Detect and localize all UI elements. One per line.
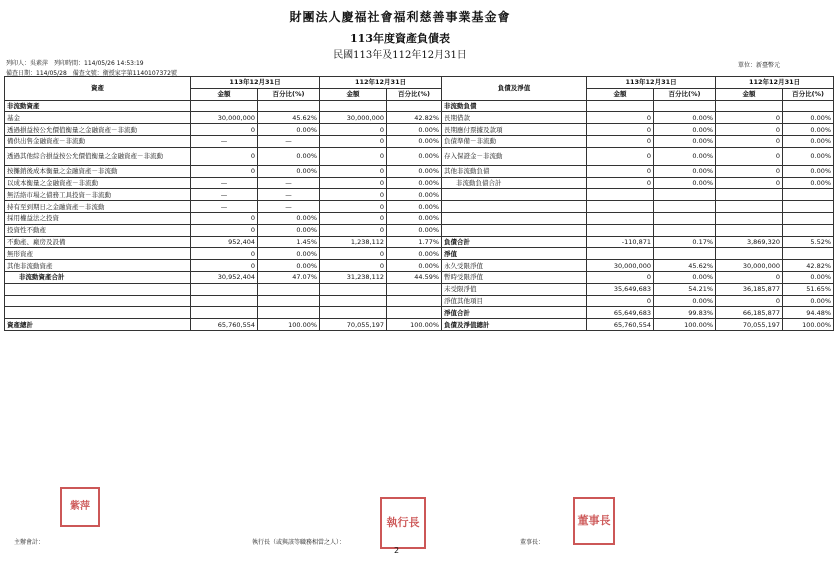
- percent-cell: —: [258, 189, 320, 201]
- percent-cell: [783, 201, 834, 213]
- table-row: [5, 165, 834, 177]
- liability-item-label: 非流動負債: [442, 100, 587, 112]
- liability-item-label: 淨值其他項目: [442, 295, 587, 307]
- asset-item-label: 不動產、廠房及設備: [5, 236, 191, 248]
- assets-112-header: 112年12月31日: [320, 77, 442, 89]
- table-row: [5, 177, 834, 189]
- percent-cell: 0.17%: [654, 236, 716, 248]
- asset-item-label: 投資性不動產: [5, 224, 191, 236]
- chairman-signature-label: 董事長：: [520, 539, 545, 546]
- percent-cell: 0.00%: [783, 165, 834, 177]
- percent-cell: [783, 189, 834, 201]
- executive-seal: 執行長: [380, 497, 426, 549]
- amount-cell: [587, 248, 654, 260]
- asset-item-label: 採用權益法之投資: [5, 212, 191, 224]
- asset-item-label: 按攤銷後成本衡量之金融資產－非流動: [5, 165, 191, 177]
- amount-cell: 35,649,683: [587, 283, 654, 295]
- amount-cell: [191, 307, 258, 319]
- percent-cell: 0.00%: [258, 212, 320, 224]
- amount-cell: 0: [587, 112, 654, 124]
- percent-cell: 0.00%: [654, 177, 716, 189]
- balance-sheet-table: [4, 76, 834, 331]
- chairman-seal: 董事長: [573, 497, 615, 545]
- amount-cell: 70,055,197: [320, 319, 387, 331]
- amount-cell: 0: [320, 248, 387, 260]
- table-row: [5, 100, 834, 112]
- asset-item-label: 資產總計: [5, 319, 191, 331]
- percent-cell: 0.00%: [258, 165, 320, 177]
- amount-cell: 3,869,320: [716, 236, 783, 248]
- percent-cell: 42.82%: [387, 112, 442, 124]
- percent-cell: 100.00%: [783, 319, 834, 331]
- table-row: [5, 212, 834, 224]
- amount-cell: —: [191, 135, 258, 147]
- liability-item-label: 長期借款: [442, 112, 587, 124]
- liability-item-label: [442, 201, 587, 213]
- amount-cell: 0: [587, 295, 654, 307]
- amount-cell: 30,952,404: [191, 271, 258, 283]
- amount-cell: 0: [191, 212, 258, 224]
- page-number: 2: [394, 546, 400, 555]
- percent-cell: [783, 212, 834, 224]
- amount-cell: 1,238,112: [320, 236, 387, 248]
- report-period: 民國113年及112年12月31日: [333, 50, 467, 61]
- amount-cell: 0: [191, 224, 258, 236]
- amount-cell: 0: [320, 189, 387, 201]
- amount-cell: 0: [716, 271, 783, 283]
- percent-cell: 0.00%: [387, 260, 442, 272]
- currency-unit: 單位：新臺幣元: [737, 62, 780, 69]
- amount-cell: 0: [716, 177, 783, 189]
- percent-cell: 45.62%: [258, 112, 320, 124]
- amount-cell: 30,000,000: [191, 112, 258, 124]
- amount-cell: [191, 283, 258, 295]
- table-row: [5, 236, 834, 248]
- percent-cell: [387, 295, 442, 307]
- asset-item-label: 備供出售金融資產－非流動: [5, 135, 191, 147]
- percent-cell: [258, 283, 320, 295]
- liabilities-header: 負債及淨值: [442, 77, 587, 101]
- amount-cell: 0: [191, 124, 258, 136]
- percent-cell: 0.00%: [387, 248, 442, 260]
- percent-cell: 0.00%: [654, 295, 716, 307]
- percent-cell: 0.00%: [654, 124, 716, 136]
- amount-cell: 0: [716, 135, 783, 147]
- asset-item-label: 無形資產: [5, 248, 191, 260]
- percent-cell: 42.82%: [783, 260, 834, 272]
- amount-cell: [320, 307, 387, 319]
- table-row: [5, 271, 834, 283]
- percent-cell: 100.00%: [387, 319, 442, 331]
- percent-cell: 94.48%: [783, 307, 834, 319]
- asset-item-label: 非流動資產: [5, 100, 191, 112]
- percent-cell: [387, 283, 442, 295]
- amount-cell: 0: [320, 177, 387, 189]
- amount-cell: [587, 212, 654, 224]
- amount-cell: 0: [191, 260, 258, 272]
- amount-cell: [716, 189, 783, 201]
- percent-cell: 0.00%: [783, 124, 834, 136]
- liability-item-label: 其他非流動負債: [442, 165, 587, 177]
- percent-cell: 100.00%: [654, 319, 716, 331]
- organization-name: 財團法人慶福社會福利慈善事業基金會: [289, 10, 511, 24]
- asset-item-label: 透過其他綜合損益按公允價值衡量之金融資產－非流動: [5, 147, 191, 165]
- amount-cell: [320, 283, 387, 295]
- percent-cell: 0.00%: [783, 295, 834, 307]
- pct-header: 百分比(%): [654, 88, 716, 100]
- amount-cell: 65,760,554: [587, 319, 654, 331]
- percent-cell: —: [258, 135, 320, 147]
- amount-cell: 30,000,000: [587, 260, 654, 272]
- asset-item-label: 以成本衡量之金融資產－非流動: [5, 177, 191, 189]
- liability-item-label: 負債準備－非流動: [442, 135, 587, 147]
- percent-cell: 0.00%: [387, 177, 442, 189]
- amount-header: 金額: [716, 88, 783, 100]
- amount-cell: 0: [191, 147, 258, 165]
- table-row: [5, 319, 834, 331]
- amount-cell: 70,055,197: [716, 319, 783, 331]
- liability-item-label: 未受限淨值: [442, 283, 587, 295]
- asset-item-label: 基金: [5, 112, 191, 124]
- amount-cell: 65,760,554: [191, 319, 258, 331]
- percent-cell: [783, 100, 834, 112]
- amount-header: 金額: [587, 88, 654, 100]
- percent-cell: 0.00%: [258, 147, 320, 165]
- percent-cell: 0.00%: [258, 248, 320, 260]
- amount-cell: [716, 224, 783, 236]
- percent-cell: [654, 248, 716, 260]
- table-row: [5, 224, 834, 236]
- table-row: [5, 201, 834, 213]
- percent-cell: 0.00%: [387, 224, 442, 236]
- percent-cell: 0.00%: [387, 135, 442, 147]
- liability-item-label: 存入保證金－非流動: [442, 147, 587, 165]
- pct-header: 百分比(%): [258, 88, 320, 100]
- amount-cell: 952,404: [191, 236, 258, 248]
- asset-item-label: [5, 295, 191, 307]
- amount-cell: —: [191, 177, 258, 189]
- percent-cell: 0.00%: [258, 224, 320, 236]
- table-row: [5, 147, 834, 165]
- amount-cell: [716, 248, 783, 260]
- percent-cell: [387, 307, 442, 319]
- amount-cell: 65,649,683: [587, 307, 654, 319]
- asset-item-label: 持有至到期日之金融資產－非流動: [5, 201, 191, 213]
- percent-cell: [258, 295, 320, 307]
- amount-cell: 0: [716, 147, 783, 165]
- percent-cell: 45.62%: [654, 260, 716, 272]
- liab-113-header: 113年12月31日: [587, 77, 716, 89]
- percent-cell: 0.00%: [783, 147, 834, 165]
- table-row: [5, 135, 834, 147]
- percent-cell: 0.00%: [654, 135, 716, 147]
- table-row: [5, 248, 834, 260]
- amount-cell: 0: [716, 112, 783, 124]
- percent-cell: 5.52%: [783, 236, 834, 248]
- liability-item-label: 暫時受限淨值: [442, 271, 587, 283]
- asset-item-label: [5, 283, 191, 295]
- amount-cell: 36,185,877: [716, 283, 783, 295]
- assets-113-header: 113年12月31日: [191, 77, 320, 89]
- table-row: [5, 307, 834, 319]
- amount-cell: 0: [320, 135, 387, 147]
- amount-cell: 0: [191, 165, 258, 177]
- amount-header: 金額: [320, 88, 387, 100]
- percent-cell: 0.00%: [783, 112, 834, 124]
- pct-header: 百分比(%): [783, 88, 834, 100]
- report-title: 113年度資產負債表: [350, 32, 450, 45]
- percent-cell: 0.00%: [387, 201, 442, 213]
- percent-cell: 0.00%: [654, 271, 716, 283]
- liability-item-label: 非流動負債合計: [442, 177, 587, 189]
- amount-cell: [716, 201, 783, 213]
- percent-cell: [783, 224, 834, 236]
- liability-item-label: [442, 212, 587, 224]
- percent-cell: 47.07%: [258, 271, 320, 283]
- liability-item-label: 淨值合計: [442, 307, 587, 319]
- percent-cell: 0.00%: [387, 147, 442, 165]
- header-row-1: [5, 77, 834, 89]
- liability-item-label: 負債及淨值總計: [442, 319, 587, 331]
- amount-cell: 0: [587, 124, 654, 136]
- print-info: 列印人：吳素萍 列印時間：114/05/26 14:53:19: [6, 60, 144, 67]
- amount-cell: —: [191, 189, 258, 201]
- asset-item-label: 其他非流動資產: [5, 260, 191, 272]
- percent-cell: 0.00%: [258, 260, 320, 272]
- amount-cell: [191, 295, 258, 307]
- asset-item-label: 無活絡市場之債務工具投資－非流動: [5, 189, 191, 201]
- percent-cell: 100.00%: [258, 319, 320, 331]
- percent-cell: [654, 201, 716, 213]
- amount-cell: [320, 295, 387, 307]
- percent-cell: 0.00%: [654, 112, 716, 124]
- percent-cell: 1.77%: [387, 236, 442, 248]
- percent-cell: [258, 100, 320, 112]
- amount-cell: [587, 189, 654, 201]
- table-row: [5, 283, 834, 295]
- amount-cell: 30,000,000: [716, 260, 783, 272]
- liability-item-label: 淨值: [442, 248, 587, 260]
- percent-cell: 0.00%: [387, 124, 442, 136]
- percent-cell: [654, 189, 716, 201]
- percent-cell: 0.00%: [387, 212, 442, 224]
- accountant-signature-label: 主辦會計：: [14, 539, 45, 546]
- amount-cell: [320, 100, 387, 112]
- amount-cell: 0: [587, 271, 654, 283]
- asset-item-label: 非流動資產合計: [5, 271, 191, 283]
- amount-cell: 0: [320, 212, 387, 224]
- asset-item-label: 透過損益按公允價值衡量之金融資產－非流動: [5, 124, 191, 136]
- table-row: [5, 260, 834, 272]
- amount-cell: 0: [320, 224, 387, 236]
- liability-item-label: 負債合計: [442, 236, 587, 248]
- amount-cell: -110,871: [587, 236, 654, 248]
- amount-cell: 0: [587, 135, 654, 147]
- filing-info: 備查日期：114/05/28 備查文號：衛授家字第1140107372號: [6, 70, 177, 77]
- table-row: [5, 112, 834, 124]
- percent-cell: 51.65%: [783, 283, 834, 295]
- amount-cell: [587, 100, 654, 112]
- amount-cell: 30,000,000: [320, 112, 387, 124]
- liability-item-label: [442, 189, 587, 201]
- percent-cell: [783, 248, 834, 260]
- amount-cell: —: [191, 201, 258, 213]
- amount-cell: 0: [191, 248, 258, 260]
- assets-header: 資產: [5, 77, 191, 101]
- executive-signature-label: 執行長（或與該等職務相當之人）：: [252, 539, 346, 546]
- percent-cell: 1.45%: [258, 236, 320, 248]
- amount-cell: 31,238,112: [320, 271, 387, 283]
- percent-cell: —: [258, 201, 320, 213]
- pct-header: 百分比(%): [387, 88, 442, 100]
- amount-cell: 0: [587, 165, 654, 177]
- percent-cell: [654, 224, 716, 236]
- table-row: [5, 295, 834, 307]
- amount-cell: 0: [320, 147, 387, 165]
- amount-cell: 0: [320, 165, 387, 177]
- asset-item-label: [5, 307, 191, 319]
- amount-cell: [716, 100, 783, 112]
- percent-cell: [387, 100, 442, 112]
- table-row: [5, 124, 834, 136]
- percent-cell: 0.00%: [654, 165, 716, 177]
- amount-cell: 0: [320, 201, 387, 213]
- percent-cell: 99.83%: [654, 307, 716, 319]
- liab-112-header: 112年12月31日: [716, 77, 834, 89]
- percent-cell: 0.00%: [783, 135, 834, 147]
- accountant-seal: 紫萍: [60, 487, 100, 527]
- amount-header: 金額: [191, 88, 258, 100]
- amount-cell: 0: [587, 147, 654, 165]
- amount-cell: 0: [716, 295, 783, 307]
- amount-cell: [191, 100, 258, 112]
- percent-cell: 0.00%: [387, 165, 442, 177]
- amount-cell: 66,185,877: [716, 307, 783, 319]
- liability-item-label: 長期應付票據及款項: [442, 124, 587, 136]
- liability-item-label: [442, 224, 587, 236]
- percent-cell: [654, 212, 716, 224]
- percent-cell: 0.00%: [387, 189, 442, 201]
- table-row: [5, 189, 834, 201]
- amount-cell: 0: [320, 124, 387, 136]
- percent-cell: 0.00%: [654, 147, 716, 165]
- amount-cell: [716, 212, 783, 224]
- liability-item-label: 永久受限淨值: [442, 260, 587, 272]
- amount-cell: [587, 224, 654, 236]
- percent-cell: 0.00%: [783, 177, 834, 189]
- percent-cell: 44.59%: [387, 271, 442, 283]
- percent-cell: [654, 100, 716, 112]
- percent-cell: 54.21%: [654, 283, 716, 295]
- amount-cell: 0: [320, 260, 387, 272]
- percent-cell: 0.00%: [783, 271, 834, 283]
- amount-cell: [587, 201, 654, 213]
- amount-cell: 0: [587, 177, 654, 189]
- percent-cell: 0.00%: [258, 124, 320, 136]
- amount-cell: 0: [716, 165, 783, 177]
- percent-cell: [258, 307, 320, 319]
- amount-cell: 0: [716, 124, 783, 136]
- percent-cell: —: [258, 177, 320, 189]
